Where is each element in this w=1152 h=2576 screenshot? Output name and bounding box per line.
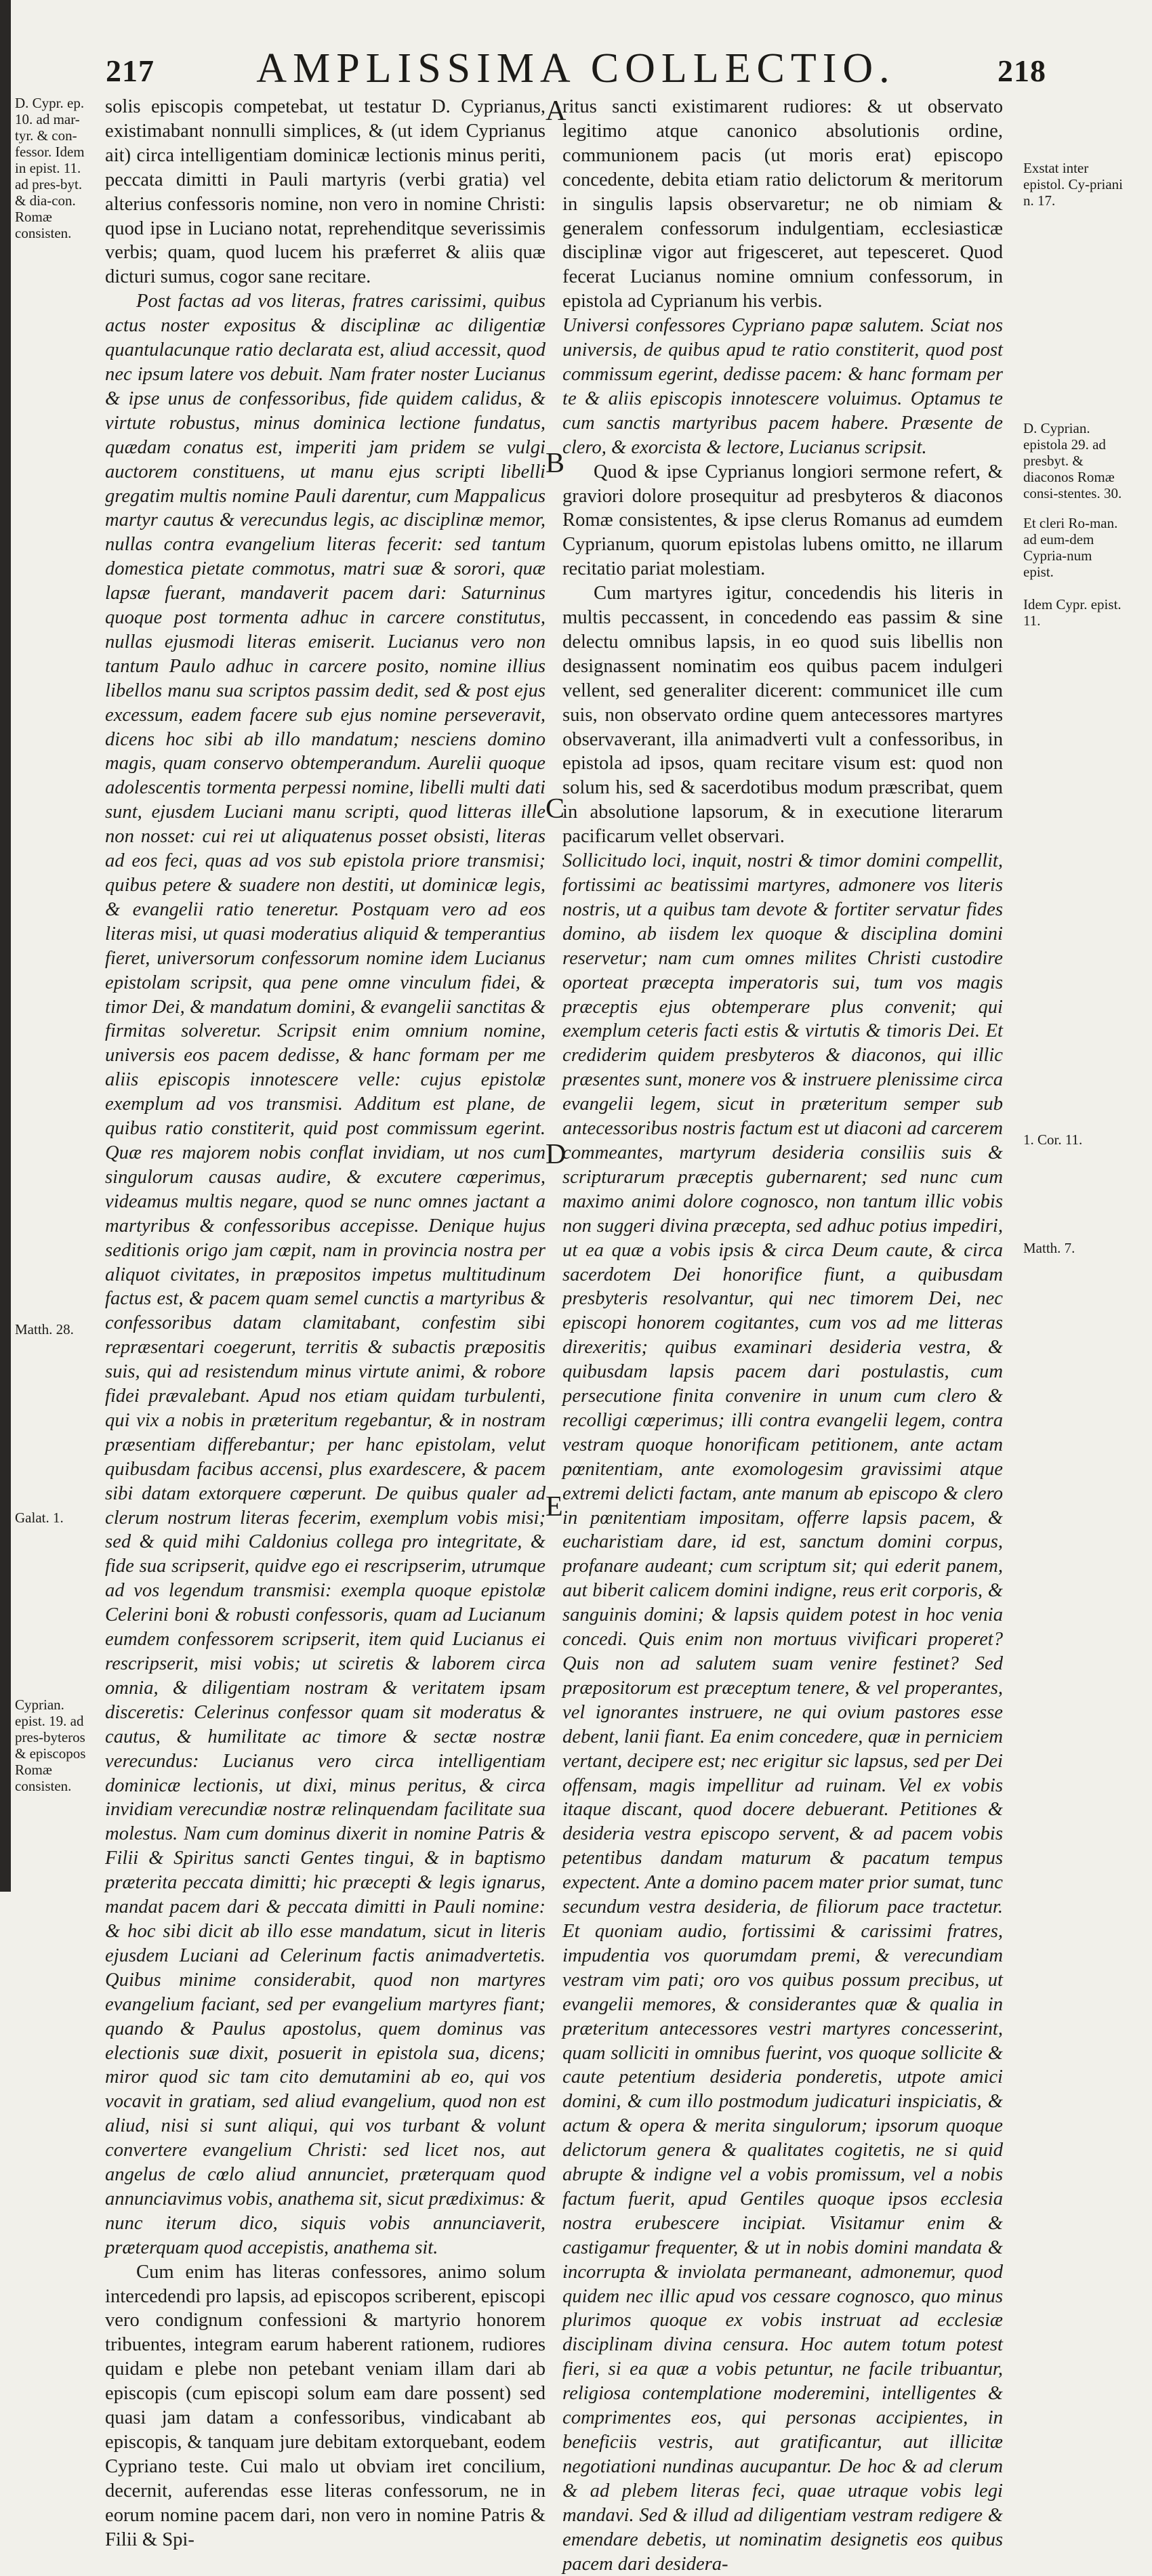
right-margin-note: Matth. 7. xyxy=(1023,1240,1075,1256)
scan-binding-edge xyxy=(0,0,11,1892)
paragraph: Cum martyres igitur, concedendis his literis in multis peccassent, in concedendo eas passim & sine delectu omnibus lapsis, in eo quod suis libellis non designassent nominatim eos quibus pacem indulgeri vellent, sed generaliter dicerent: communicet ille cum suis, non observato ordine quem antecessores martyres observaverant, illa animadverti vult a confessoribus, in epistola ad ipsos, quam recitare visum est: quod non solum his, sed & sacerdotibus modum præscribat, quem in absolutione lapsorum, & in executione literarum pacificarum vellet observari. xyxy=(562,583,1003,848)
paragraph: solis episcopis competebat, ut testatur D. Cyprianus, existimabant nonnulli simplices, & (ut idem Cyprianus ait) circa intelligentiam dominicæ lectionis minus periti, peccata dimitti in Pauli martyris (verbi gratia) vel alterius confessoris nomine, non vero in nomine Christi: quod ipse in Luciano notat, reprehenditque severissimis verbis; quam, quod lucem his præferret & aliis quæ dicturi sumus, cogor sane recitare. xyxy=(105,96,546,288)
left-text-column xyxy=(105,95,546,2550)
running-header xyxy=(102,38,1050,94)
quoted-letter-paragraph: Sollicitudo loci, inquit, nostri & timor domini compellit, fortissimi ac beatissimi martyres, admonere vos literis nostris, ut a quibus tam devote & fortiter servatur fides domino, ab iisdem lex quoque & disciplina domini reservetur; nam cum omnes milites Christi custodire oporteat præcepta imperatoris sui, tum vos magis præceptis ejus obtemperare plus convenit; qui exemplum ceteris facti estis & virtutis & timoris Dei. Et crediderim quidem presbyteros & diaconos, qui illic præsentes sunt, monere vos & instruere plenissime circa evangelii legem, sicut in præteritum semper sub antecessoribus nostris factum est ut diaconi ad carcerem commeantes, martyrum desideria consiliis suis & scripturarum præceptis gubernarent; sed nunc cum maximo animi dolore cognosco, non tantum illic vobis non suggeri divina præcepta, sed adhuc potius impediri, ut ea quæ a vobis ipsis & circa Deum caute, & circa sacerdotem Dei honorifice fiunt, a quibusdam presbyteris resolvantur, qui nec timorem Dei, nec episcopi honorem cogitantes, cum vos ad me litteras direxeritis; quibus examinari desideria vestra, & quibusdam lapsis pacem dari postulastis, cum persecutione finita convenire in unum cum clero & recolligi cœperimus; illi contra evangelii legem, contra vestram quoque honorificam petitionem, ante actam pœnitentiam, ante exomologesim gravissimi atque extremi delicti factam, ante manum ab episcopo & clero in pœnitentiam impositam, offerre lapsis pacem, & eucharistiam dare, id est, sanctum domini corpus, profanare audeant; cum scriptum sit; qui ederit panem, aut biberit calicem domini indigne, reus erit corporis, & sanguinis domini; & lapsis quidem potest in hoc venia concedi. Quis enim non mortuus vivificari properet? Quis non ad salutem suam venire festinet? Sed præpositorum est præceptum tenere, & vel properantes, vel ignorantes instruere, ne qui ovium pastores esse debent, lanii fiant. Ea enim concedere, quæ in perniciem vertant, decipere est; nec erigitur sic lapsus, sed per Dei offensam, magis impellitur ad ruinam. Vel ex vobis itaque discant, quod docere debuerant. Petitiones & desideria vestra episcopo servent, & ad pacem vobis petentibus dandam maturum & pacatum tempus expectent. Ante a domino pacem mater prior sumat, tunc secundum vestra desideria, de filiorum pace tractetur. Et quoniam audio, fortissimi & carissimi fratres, impudentia vos quorumdam premi, & verecundiam vestram vim pati; oro vos quibus possum precibus, ut evangelii memores, & considerantes quæ & qualia in præteritum antecessores vestri martyres concesserint, quam solliciti in omnibus fuerint, vos quoque sollicite & caute petentium desideria ponderetis, utpote amici domini, & cum illo postmodum judicaturi inspiciatis, & actum & opera & merita singulorum; ipsorum quoque delictorum genera & qualitates cogitetis, ne si quid abrupte & indigne vel a vobis promissum, vel a nobis factum fuerit, apud Gentiles quoque ipsos ecclesia nostra erubescere incipiat. Visitamur enim & castigamur frequenter, & ut in nobis domini mandata & incorrupta & inviolata permaneant, admonemur, quod quidem nec illic apud vos cessare cognosco, quo minus plurimos quoque ex vobis instruat ad ecclesiæ disciplinam divina censura. Hoc autem totum potest fieri, si ea quæ a vobis petuntur, ne facile tribuantur, religiosa contemplatione moderemini, intelligentes & comprimentes eos, qui personas accipientes, in beneficiis vestris, aut gratificantur, aut illicitæ negotiationi nundinas aucupantur. De hoc & ad clerum & ad plebem literas feci, quae utraque vobis legi mandavi. Sed & illud ad diligentiam vestram redigere & emendare debetis, ut nominatim designetis eos quibus pacem dari desidera- xyxy=(562,850,1003,2575)
right-margin-note: D. Cyprian. epistola 29. ad presbyt. & diaconos Romæ consi-stentes. 30. xyxy=(1023,420,1122,501)
left-margin-note: Matth. 28. xyxy=(15,1321,74,1337)
section-letter-c: C xyxy=(546,793,565,825)
right-margin-note: 1. Cor. 11. xyxy=(1023,1131,1083,1148)
right-text-column xyxy=(562,95,1003,2575)
page-number-left: 217 xyxy=(106,54,155,88)
right-margin-note: Exstat inter epistol. Cy-priani n. 17. xyxy=(1023,160,1123,209)
section-letter-e: E xyxy=(546,1491,563,1522)
left-margin-note: D. Cypr. ep. 10. ad mar-tyr. & con-fessor. Idem in epist. 11. ad pres-byt. & dia-con. Romæ consisten. xyxy=(15,95,85,241)
right-margin-note: Et cleri Ro-man. ad eum-dem Cypria-num epist. xyxy=(1023,515,1118,580)
section-letter-d: D xyxy=(546,1139,567,1170)
section-letter-a: A xyxy=(546,96,567,127)
right-margin-note: Idem Cypr. epist. 11. xyxy=(1023,596,1122,629)
paragraph: Quod & ipse Cyprianus longiori sermone refert, & graviori dolore prosequitur ad presbyteros & diaconos Romæ consistentes, & ipse clerus Romanus ad eumdem Cyprianum, quorum epistolas lubens omitto, ne illarum recitatio pariat molestiam. xyxy=(562,461,1003,580)
quoted-letter-paragraph: Universi confessores Cypriano papæ salutem. Sciat nos universis, de quibus apud te ratio constiterit, quod post commissum egerint, dedisse pacem: & hanc formam per te & aliis episcopis innotescere voluimus. Optamus te cum sanctis martyribus pacem habere. Præsente de clero, & exorcista & lectore, Lucianus scripsit. xyxy=(562,315,1003,458)
page-number-right: 218 xyxy=(997,54,1046,88)
left-margin-note: Galat. 1. xyxy=(15,1510,64,1526)
quoted-letter-paragraph: Post factas ad vos literas, fratres carissimi, quibus actus noster expositus & disciplinæ ac diligentiæ quantulacunque ratio declarata est, aliud accessit, quod nec ipsum latere vos debuit. Nam frater noster Lucianus & ipse unus de confessoribus, fide quidem calidus, & virtute robustus, minus dominica lectione fundatus, quædam conatus est, imperiti jam pridem se vulgi auctorem constituens, ut manu ejus scripti libelli gregatim multis nomine Pauli darentur, cum Mappalicus martyr cautus & verecundus legis, ac disciplinæ memor, nullas contra evangelium literas fecerit: sed tantum domestica pietate commotus, matri suæ & sorori, quæ lapsæ fuerant, mandaverit pacem dari: Saturninus quoque post tormenta adhuc in carcere constitutus, nullas ejusmodi literas emiserit. Lucianus vero non tantum Paulo adhuc in carcere posito, nomine illius libellos manu sua scriptos passim dedit, sed & post ejus excessum, eadem facere sub ejus nomine perseveravit, dicens hoc sibi ab illo mandatum; nesciens domino magis, quam conservo obtemperandum. Aurelii quoque adolescentis tormenta perpessi nomine, libelli multi dati sunt, ejusdem Luciani manu scripti, quod litteras ille non nosset: cui rei ut aliquatenus posset obsisti, literas ad eos feci, quas ad vos sub epistola priore transmisi; quibus petere & suadere non destiti, ut dominicæ legis, & evangelii ratio teneretur. Postquam vero ad eos literas misi, ut quasi moderatius aliquid & temperantius fieret, universorum confessorum nomine idem Lucianus epistolam scripsit, qua pene omne vinculum fidei, & timor Dei, & mandatum domini, & evangelii sanctitas & firmitas solveretur. Scripsit enim omnium nomine, universis eos pacem dedisse, & hanc formam per me aliis episcopis innotescere velle: cujus epistolæ exemplum ad vos transmisi. Additum est plane, de quibus ratio constiterit, quid post commissum egerint. Quæ res majorem nobis conflat invidiam, ut nos cum singulorum causas audire, & excutere cœperimus, videamus multis negare, quod se nunc omnes jactant a martyribus & confessoribus accepisse. Denique hujus seditionis origo jam cœpit, nam in provincia nostra per aliquot civitates, in præpositos impetus multitudinum factus est, & pacem quam semel cunctis a martyribus & confessoribus datam clamitabant, confestim sibi repræsentari coegerunt, territis & subactis præpositis suis, qui ad resistendum minus virtute animi, & robore fidei prævalebant. Apud nos etiam quidam turbulenti, qui vix a nobis in præteritum regebantur, & in nostram præsentiam differebantur; per hanc epistolam, velut quibusdam facibus accensi, plus exardescere, & pacem sibi datam extorquere cœperunt. De quibus qualer ad clerum nostrum literas fecerim, exemplum vobis misi; sed & quid mihi Caldonius collega pro integritate, & fide sua scripserit, quidve ego ei rescripserim, utrumque ad vos legendum transmisi: exempla quoque epistolæ Celerini boni & robusti confessoris, quam ad Lucianum eumdem confessorem scripserit, item quid Lucianus ei rescripserit, misi vobis; ut sciretis & laborem circa omnia, & diligentiam nostram & veritatem ipsam disceretis: Celerinus confessor quam sit moderatus & cautus, & humilitate ac timore & sectæ nostræ verecundus: Lucianus vero circa intelligentiam dominicæ lectionis, ut dixi, minus peritus, & circa invidiam verecundiæ nostræ relinquendam facilitate sua molestus. Nam cum dominus dixerit in nomine Patris & Filii & Spiritus sancti Gentes tingui, & in baptismo præterita peccata dimitti; hic præcepti & legis ignarus, mandat pacem dari & peccata dimitti in Pauli nomine: & hoc sibi dicit ab illo esse mandatum, sicut in literis ejusdem Luciani ad Celerinum factis animadvertetis. Quibus minime considerabit, quod non martyres evangelium faciant, sed per evangelium martyres fiant; quando & Paulus apostolus, quem dominus vas electionis suæ dixit, posuerit in epistola sua, dicens; miror quod sic tam cito demutamini ab eo, qui vos vocavit in gratiam, sed aliud evangelium, quod non est aliud, nisi si sunt aliqui, qui vos turbant & volunt convertere evangelium Christi: sed licet nos, aut angelus de cœlo aliud annunciet, præterquam quod annunciavimus vobis, anathema sit, sicut prædiximus: & nunc iterum dico, siquis vobis annunciaverit, præterquam quod accepistis, anathema sit. xyxy=(105,291,546,2258)
running-title: AMPLISSIMA COLLECTIO. xyxy=(256,45,896,91)
paragraph: ritus sancti existimarent rudiores: & ut observato legitimo atque canonico absolutionis ordine, communionem pacis (ut moris erat) episcopo concedente, debita etiam ratio delictorum & meritorum in singulis lapsis observaretur; ne ob nimiam & generalem confessorum indulgentiam, ecclesiasticæ disciplinæ vigor aut frigesceret, aut tepesceret. Quod fecerat Lucianus nomine omnium confessorum, in epistola ad Cyprianum his verbis. xyxy=(562,96,1003,312)
left-margin-note: Cyprian. epist. 19. ad pres-byteros & episcopos Romæ consisten. xyxy=(15,1697,86,1794)
paragraph: Cum enim has literas confessores, animo solum intercedendi pro lapsis, ad episcopos scriberent, episcopi vero condignum confessioni & martyrio honorem tribuentes, integram earum haberent rationem, rudiores quidam e plebe non petebant veniam illam dari ab episcopis (cum episcopi solum eam dare possent) sed quasi jam datam a confessoribus, vindicabant ab episcopis, & tanquam jure debitam extorquebant, eodem Cypriano teste. Cui malo ut obviam iret concilium, decernit, auferendas esse literas confessorum, ne in eorum nomine pacem dari, non vero in nomine Patris & Filii & Spi- xyxy=(105,2261,546,2550)
section-letter-b: B xyxy=(546,448,565,479)
